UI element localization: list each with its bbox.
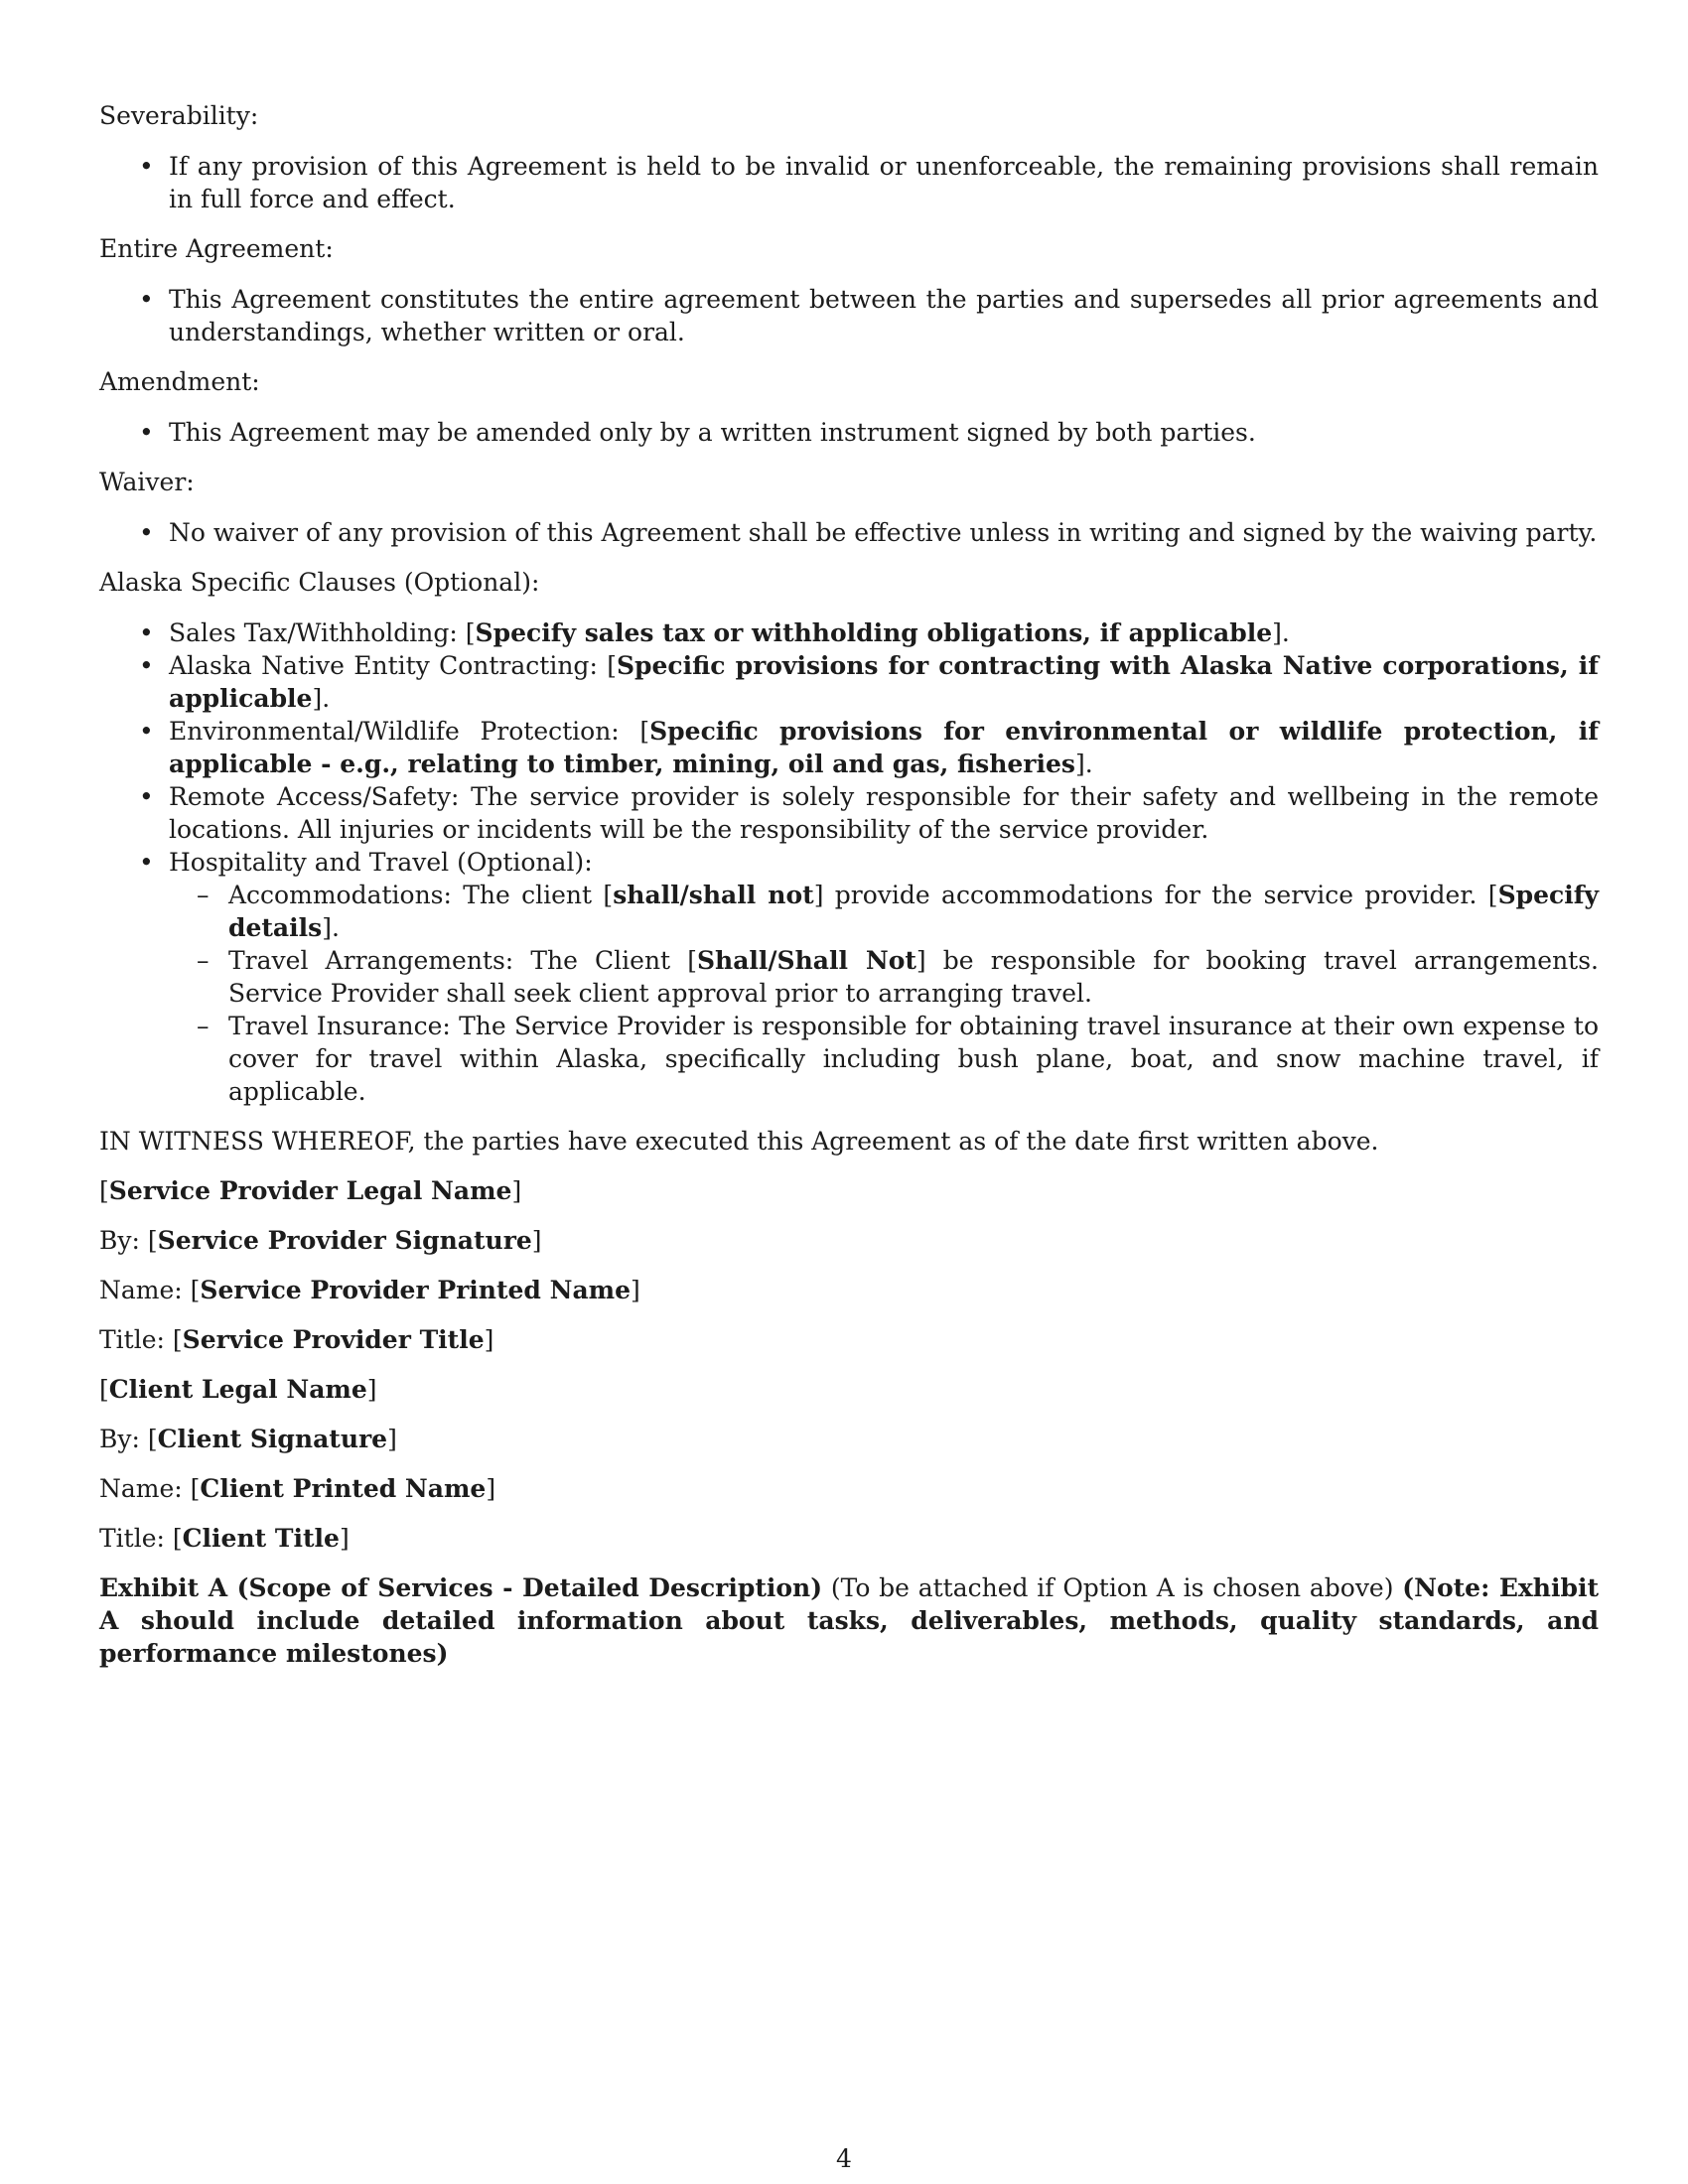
clause-label: Environmental/Wildlife Protection: [169,717,640,746]
placeholder-field: Client Signature [157,1425,388,1453]
field-label: Title: [99,1524,173,1553]
list-item: • This Agreement may be amended only by a written instrument signed by both parties. [99,416,1599,449]
placeholder-field: Specific provisions for contracting with Alaska Native corporations, if applicable [169,651,1599,713]
provider-title-line: Title: [Service Provider Title] [99,1325,494,1354]
field-label: Title: [99,1325,173,1354]
placeholder-field: Specify details [228,881,1600,942]
placeholder-field: Service Provider Printed Name [200,1276,632,1304]
provider-by-line: By: [Service Provider Signature] [99,1226,542,1255]
placeholder-field: Specify sales tax or withholding obligations, if applicable [475,618,1273,647]
document-page [99,99,1599,1687]
list-item-sales-tax: • Sales Tax/Withholding: [Specify sales tax or withholding obligations, if applicable]. [99,616,1599,649]
placeholder-field: shall/shall not [613,881,814,909]
placeholder-field: Client Printed Name [200,1474,487,1503]
hospitality-sublist [169,879,1599,1108]
client-by-line: By: [Client Signature] [99,1425,397,1453]
client-legal-name: [Client Legal Name] [99,1375,377,1404]
list-item: • If any provision of this Agreement is held to be invalid or unenforceable, the remaining provisions shall remain in full force and effect. [99,150,1599,215]
exhibit-title: Exhibit A (Scope of Services - Detailed Description) [99,1573,823,1602]
clause-text: be responsible for booking travel arrangements. Service Provider shall seek client approval prior to arranging travel. [228,946,1600,1008]
signature-block [99,1174,1599,1555]
field-label: By: [99,1226,148,1255]
sublist-item-accommodations: – Accommodations: The client [shall/shall not] provide accommodations for the service provider. [Specify details]. [99,879,1599,944]
amendment-list [99,416,1599,449]
provider-legal-name: [Service Provider Legal Name] [99,1176,522,1205]
clause-label: Alaska Native Entity Contracting: [169,651,608,680]
list-item: • No waiver of any provision of this Agreement shall be effective unless in writing and signed by the waiving party. [99,516,1599,549]
sublist-item-travel: – Travel Arrangements: The Client [Shall/Shall Not] be responsible for booking travel arrangements. Service Provider shall seek client approval prior to arranging travel. [99,944,1599,1010]
clause-label: Hospitality and Travel (Optional): [169,848,593,877]
witness-statement: IN WITNESS WHEREOF, the parties have executed this Agreement as of the date first written above. [99,1127,1379,1156]
clause-label: Travel Arrangements: The Client [228,946,688,975]
exhibit-paragraph [99,1571,1599,1670]
placeholder-field: Shall/Shall Not [696,946,916,975]
list-item-native-entity: • Alaska Native Entity Contracting: [Specific provisions for contracting with Alaska Native corporations, if applicable]. [99,649,1599,715]
severability-list [99,150,1599,215]
clause-text: provide accommodations for the service provider. [823,881,1488,909]
exhibit-note: (Note: Exhibit A should include detailed information about tasks, deliverables, methods, quality standards, and performance milestones) [99,1573,1599,1668]
provider-name-line: Name: [Service Provider Printed Name] [99,1276,640,1304]
field-label: Name: [99,1474,191,1503]
waiver-heading: Waiver: [99,468,195,496]
list-item-environmental: • Environmental/Wildlife Protection: [Specific provisions for environmental or wildlife protection, if applicable - e.g., relating to timber, mining, oil and gas, fisheries]. [99,715,1599,780]
placeholder-field: Client Legal Name [108,1375,367,1404]
entire-agreement-list [99,283,1599,348]
placeholder-field: Client Title [182,1524,340,1553]
field-label: By: [99,1425,148,1453]
exhibit-attach-note: (To be attached if Option A is chosen above) [822,1573,1403,1602]
clause-label: Sales Tax/Withholding: [169,618,466,647]
amendment-heading: Amendment: [99,367,260,396]
placeholder-field: Specific provisions for environmental or wildlife protection, if applicable - e.g., relating to timber, mining, oil and gas, fisheries [169,717,1600,778]
alaska-clauses-list [99,616,1599,1108]
clause-label: Accommodations: The client [228,881,604,909]
severability-heading: Severability: [99,101,259,130]
placeholder-field: Service Provider Signature [157,1226,532,1255]
placeholder-field: Service Provider Legal Name [108,1176,512,1205]
alaska-clauses-heading: Alaska Specific Clauses (Optional): [99,568,540,597]
list-item-hospitality [99,846,1599,1108]
client-name-line: Name: [Client Printed Name] [99,1474,496,1503]
list-item: • This Agreement constitutes the entire agreement between the parties and supersedes all prior agreements and understandings, whether written or oral. [99,283,1599,348]
waiver-list [99,516,1599,549]
page-number: 4 [836,2144,852,2173]
list-item-remote-access: • Remote Access/Safety: The service provider is solely responsible for their safety and wellbeing in the remote locations. All injuries or incidents will be the responsibility of the service provider. [99,780,1599,846]
entire-agreement-heading: Entire Agreement: [99,234,334,263]
client-title-line: Title: [Client Title] [99,1524,350,1553]
sublist-item-insurance: – Travel Insurance: The Service Provider is responsible for obtaining travel insurance at their own expense to cover for travel within Alaska, specifically including bush plane, boat, and snow machine travel, if applicable. [99,1010,1599,1108]
placeholder-field: Service Provider Title [182,1325,485,1354]
field-label: Name: [99,1276,191,1304]
